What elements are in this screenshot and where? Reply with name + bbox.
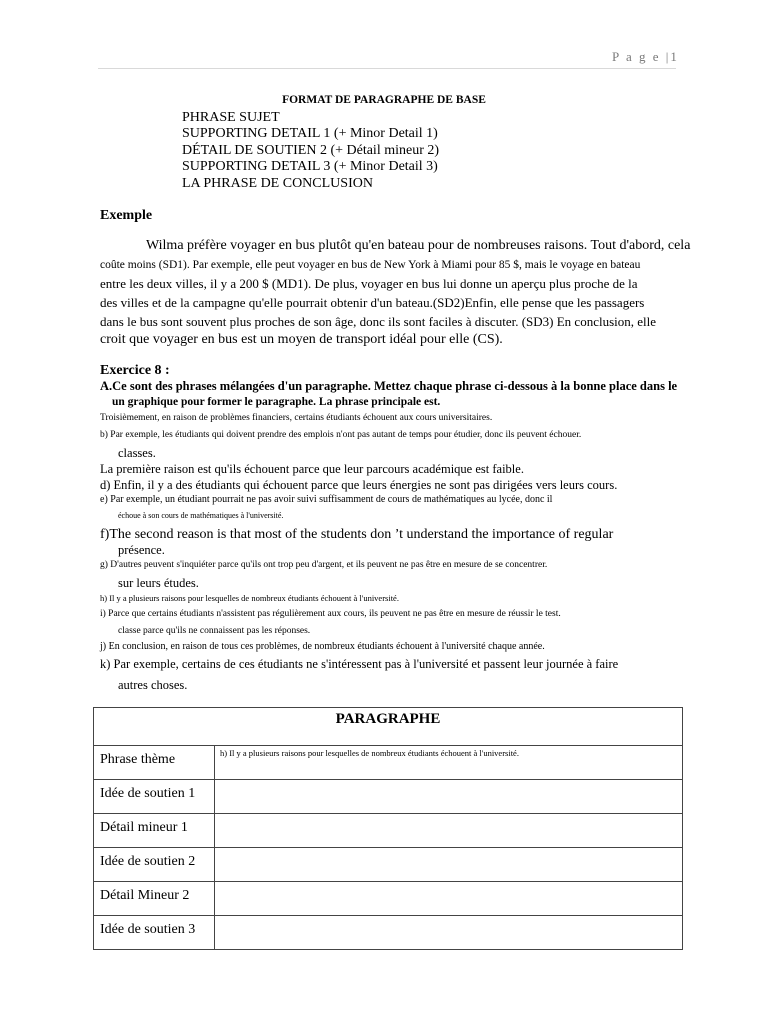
sentence-i: i) Parce que certains étudiants n'assistent pas régulièrement aux cours, ils peuvent ne pas être en mesure de réussir le test. [100,609,561,619]
sentence-g: g) D'autres peuvent s'inquiéter parce qu'ils ont trop peu d'argent, et ils peuvent ne pas être en mesure de se concentrer. [100,560,548,570]
page-number: P a g e |1 [612,49,679,64]
exemple-line: dans le bus sont souvent plus proches de son âge, donc ils sont faciles à discuter. (SD3) En conclusion, elle [100,314,657,329]
exemple-line: entre les deux villes, il y a 200 $ (MD1). De plus, voyager en bus lui donne un aperçu plus proche de la [100,276,638,291]
table-row [94,882,683,916]
exemple-line: croit que voyager en bus est un moyen de transport idéal pour elle (CS). [100,332,503,347]
sentence-h: h) Il y a plusieurs raisons pour lesquelles de nombreux étudiants échouent à l'université. [100,593,399,603]
row-label: Idée de soutien 3 [94,916,215,950]
format-line-detail-1: SUPPORTING DETAIL 1 (+ Minor Detail 1) [182,126,438,141]
format-line-conclusion: LA PHRASE DE CONCLUSION [182,176,373,191]
sentence-g-cont: sur leurs études. [118,576,199,590]
row-label: Détail mineur 1 [94,814,215,848]
exemple-line: coûte moins (SD1). Par exemple, elle peut voyager en bus de New York à Miami pour 85 $, mais le voyage en bateau [100,259,641,271]
sentence-k: k) Par exemple, certains de ces étudiants ne s'intéressent pas à l'université et passent leur journée à faire [100,657,619,671]
sentence-b: b) Par exemple, les étudiants qui doivent prendre des emplois n'ont pas autant de temps pour étudier, donc ils peuvent échouer. [100,430,582,440]
exemple-line: des villes et de la campagne qu'elle pourrait obtenir d'un bateau.(SD2)Enfin, elle pense que les passagers [100,295,645,310]
sentence-i-cont: classe parce qu'ils ne connaissent pas les réponses. [118,626,311,636]
sentence-d: d) Enfin, il y a des étudiants qui échouent parce que leurs énergies ne sont pas dirigées vers leurs cours. [100,478,618,492]
sentence-c: La première raison est qu'ils échouent parce que leur parcours académique est faible. [100,462,524,476]
exemple-line: Wilma préfère voyager en bus plutôt qu'en bateau pour de nombreuses raisons. Tout d'abord, cela [146,238,691,253]
row-value[interactable] [215,780,683,814]
row-label: Détail Mineur 2 [94,882,215,916]
row-value[interactable] [215,882,683,916]
sentence-k-cont: autres choses. [118,678,188,692]
table-header-row [94,708,683,746]
sentence-e: e) Par exemple, un étudiant pourrait ne pas avoir suivi suffisamment de cours de mathématiques au lycée, donc il [100,494,553,505]
table-row [94,848,683,882]
format-line-detail-3: SUPPORTING DETAIL 3 (+ Minor Detail 3) [182,159,438,174]
row-value[interactable] [215,848,683,882]
row-value[interactable]: h) Il y a plusieurs raisons pour lesquelles de nombreux étudiants échouent à l'université. [215,746,683,780]
format-line-detail-2: DÉTAIL DE SOUTIEN 2 (+ Détail mineur 2) [182,143,440,158]
table-row [94,916,683,950]
exercice-heading: Exercice 8 : [100,363,170,378]
sentence-f-cont: présence. [118,543,165,557]
paragraph-table [93,707,683,950]
document-title: FORMAT DE PARAGRAPHE DE BASE [282,94,486,106]
exemple-heading: Exemple [100,208,153,223]
row-value[interactable] [215,916,683,950]
exercice-instruction: A.Ce sont des phrases mélangées d'un paragraphe. Mettez chaque phrase ci-dessous à la bonne place dans le [100,379,678,393]
sentence-f: f)The second reason is that most of the students don ’t understand the importance of regular [100,527,614,542]
exercice-instruction-cont: un graphique pour former le paragraphe. La phrase principale est. [112,396,441,408]
table-row [94,780,683,814]
sentence-a: Troisièmement, en raison de problèmes financiers, certains étudiants échouent aux cours universitaires. [100,413,493,423]
header-divider [98,68,676,69]
table-heading: PARAGRAPHE [94,708,683,746]
row-label: Idée de soutien 1 [94,780,215,814]
row-label: Phrase thème [94,746,215,780]
table-row [94,814,683,848]
sentence-b-cont: classes. [118,446,156,460]
sentence-e-cont: échoue à son cours de mathématiques à l'université. [118,511,284,520]
format-line-topic: PHRASE SUJET [182,110,280,125]
sentence-j: j) En conclusion, en raison de tous ces problèmes, de nombreux étudiants échouent à l'université chaque année. [100,641,545,652]
row-value[interactable] [215,814,683,848]
row-label: Idée de soutien 2 [94,848,215,882]
table-row [94,746,683,780]
